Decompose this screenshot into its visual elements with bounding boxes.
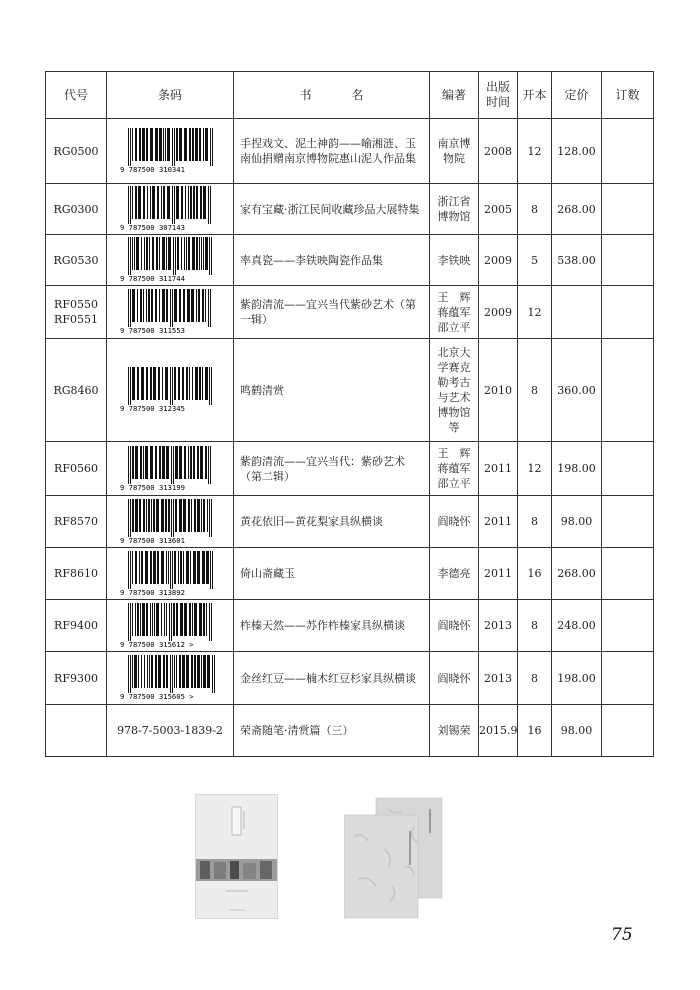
cell-pubdate: 2008 (479, 119, 518, 184)
table-row (46, 442, 654, 496)
barcode-digits: 9 787500 307143 (120, 223, 185, 232)
cell-barcode (107, 184, 234, 235)
table-row (46, 119, 654, 184)
cell-price: 198.00 (552, 652, 602, 705)
author-line: 李铁映 (437, 253, 471, 267)
barcode-graphic (118, 237, 222, 283)
cell-code (46, 119, 107, 184)
table-row (46, 600, 654, 652)
cell-barcode (107, 119, 234, 184)
product-code: RF9300 (54, 671, 98, 685)
table-row (46, 184, 654, 235)
cell-author (430, 652, 479, 705)
book-cover-rongzhai-art (196, 795, 277, 918)
author-line: 阎晓怀 (437, 619, 471, 632)
author-line: 蒋蕴军 (437, 462, 471, 475)
cell-author (430, 600, 479, 652)
barcode-graphic (118, 551, 222, 597)
product-code: RF0560 (54, 462, 98, 475)
cell-author (430, 442, 479, 496)
header-price: 定价 (552, 72, 602, 119)
cell-price: 268.00 (552, 548, 602, 600)
author-line: 阎晓怀 (437, 515, 471, 528)
table-row (46, 496, 654, 548)
author-line: 北京大 (437, 346, 471, 359)
cell-format: 16 (518, 705, 552, 757)
cell-pubdate: 2009 (479, 235, 518, 286)
author-line: 李德亮 (437, 567, 471, 580)
cell-title: 黄花依旧—黄花梨家具纵横谈 (234, 496, 430, 548)
cell-code (46, 496, 107, 548)
cell-pubdate: 2013 (479, 652, 518, 705)
cell-title: 鸣鹤清赏 (234, 339, 430, 442)
barcode-graphic (118, 289, 222, 335)
cell-price: 268.00 (552, 184, 602, 235)
barcode-graphic (118, 367, 222, 413)
cell-barcode (107, 496, 234, 548)
author-line: 浙江省 (437, 195, 471, 208)
cell-format: 8 (518, 600, 552, 652)
cell-barcode (107, 339, 234, 442)
cell-pubdate: 2009 (479, 286, 518, 339)
cell-pubdate: 2011 (479, 442, 518, 496)
table-row (46, 235, 654, 286)
cell-price: 248.00 (552, 600, 602, 652)
header-author: 编著 (430, 72, 479, 119)
barcode-graphic (118, 186, 222, 232)
barcode-digits: 9 787500 312345 (120, 404, 185, 413)
cell-barcode (107, 600, 234, 652)
cell-pubdate: 2011 (479, 548, 518, 600)
cell-price: 128.00 (552, 119, 602, 184)
cell-title: 倚山斋藏玉 (234, 548, 430, 600)
cell-barcode (107, 286, 234, 339)
cell-order-quantity[interactable] (602, 496, 654, 548)
header-pubdate-line1: 出版 (485, 80, 510, 94)
cell-code (46, 235, 107, 286)
cell-order-quantity[interactable] (602, 339, 654, 442)
barcode-graphic (118, 603, 222, 649)
author-line: 阎晓怀 (437, 671, 471, 685)
author-line: 与艺术 (437, 391, 471, 404)
cell-code (46, 339, 107, 442)
cell-pubdate: 2005 (479, 184, 518, 235)
cell-title: 手捏戏文、泥土神韵——喻湘涟、玉南仙捐赠南京博物院惠山泥人作品集 (234, 119, 430, 184)
author-line: 博物馆 (437, 210, 471, 223)
cell-author (430, 705, 479, 757)
cell-code (46, 184, 107, 235)
header-barcode: 条码 (107, 72, 234, 119)
author-line: 王 辉 (437, 290, 471, 304)
table-row (46, 548, 654, 600)
cell-author (430, 184, 479, 235)
product-code: RF8570 (54, 515, 98, 528)
barcode-digits: 9 787500 311744 (120, 274, 185, 283)
product-code: RG0300 (53, 202, 99, 216)
cell-author (430, 235, 479, 286)
barcode-digits: 9 787500 311553 (120, 326, 185, 335)
author-line: 勒考古 (437, 376, 471, 389)
book-cover-rongzhai (195, 794, 278, 919)
cell-price: 538.00 (552, 235, 602, 286)
cell-code (46, 442, 107, 496)
header-title: 书名 (234, 72, 430, 119)
cell-order-quantity[interactable] (602, 119, 654, 184)
table-row (46, 652, 654, 705)
product-code: RG0530 (53, 253, 99, 267)
cell-format: 5 (518, 235, 552, 286)
author-line: 等 (448, 421, 460, 434)
cell-format: 8 (518, 339, 552, 442)
cell-barcode (107, 652, 234, 705)
cell-format: 8 (518, 652, 552, 705)
barcode-graphic (118, 446, 222, 492)
header-pubdate (479, 72, 518, 119)
author-line: 学赛克 (437, 361, 471, 374)
cell-author (430, 548, 479, 600)
cell-order-quantity[interactable] (602, 442, 654, 496)
cell-code (46, 652, 107, 705)
cell-order-quantity[interactable] (602, 235, 654, 286)
cell-order-quantity[interactable] (602, 548, 654, 600)
product-code: RF8610 (54, 567, 98, 580)
barcode-digits: 9 787500 313601 (120, 535, 185, 545)
cell-pubdate: 2010 (479, 339, 518, 442)
cell-barcode (107, 548, 234, 600)
catalog-table (45, 71, 654, 757)
header-format: 开本 (518, 72, 552, 119)
book-cover-calligraphy-art (344, 797, 444, 919)
cell-price: 198.00 (552, 442, 602, 496)
author-line: 邵立平 (437, 320, 471, 334)
cell-code (46, 548, 107, 600)
table-body (46, 119, 654, 757)
header-pubdate-line2: 时间 (485, 95, 510, 109)
cell-code (46, 286, 107, 339)
barcode-digits: 9 787500 313199 (120, 482, 185, 492)
cell-pubdate: 2013 (479, 600, 518, 652)
cell-title: 紫韵清流——宜兴当代：紫砂艺术（第二辑） (234, 442, 430, 496)
author-line: 南京博 (437, 137, 471, 150)
cell-pubdate: 2015.9 (479, 705, 518, 757)
cell-format: 16 (518, 548, 552, 600)
cell-order-quantity[interactable] (602, 652, 654, 705)
cell-barcode (107, 442, 234, 496)
header-row (46, 72, 654, 119)
cell-price: 98.00 (552, 496, 602, 548)
cell-isbn: 978-7-5003-1839-2 (107, 705, 234, 757)
page-number: 75 (611, 925, 633, 945)
cell-order-quantity[interactable] (602, 705, 654, 757)
header-order: 订数 (602, 72, 654, 119)
cell-order-quantity[interactable] (602, 184, 654, 235)
table-row (46, 705, 654, 757)
barcode-digits: 9 787500 310341 (120, 165, 185, 174)
product-code: RF0551 (54, 313, 98, 326)
product-code: RG0500 (53, 144, 99, 158)
author-line: 蒋蕴军 (437, 305, 471, 319)
cell-title: 紫韵清流——宜兴当代紫砂艺术（第一辑） (234, 286, 430, 339)
cell-title: 金丝红豆——楠木红豆杉家具纵横谈 (234, 652, 430, 705)
barcode-digits: 9 787500 313892 (120, 587, 185, 597)
cell-price: 98.00 (552, 705, 602, 757)
cell-order-quantity[interactable] (602, 286, 654, 339)
barcode-graphic (118, 655, 222, 701)
cell-price (552, 286, 602, 339)
barcode-digits: 9 787500 315605 > (120, 692, 194, 701)
header-code: 代号 (46, 72, 107, 119)
cell-title: 柞榛天然——苏作柞榛家具纵横谈 (234, 600, 430, 652)
cell-format: 8 (518, 184, 552, 235)
cell-barcode (107, 235, 234, 286)
author-line: 刘锡荣 (437, 724, 471, 737)
cell-code (46, 705, 107, 757)
author-line: 邵立平 (437, 477, 471, 490)
cell-price: 360.00 (552, 339, 602, 442)
cell-author (430, 119, 479, 184)
table-row (46, 286, 654, 339)
product-code: RF0550 (54, 298, 98, 311)
cell-author (430, 286, 479, 339)
cell-title: 荣斋随笔·清赏篇（三） (234, 705, 430, 757)
author-line: 物院 (443, 152, 465, 165)
author-line: 王 辉 (437, 447, 471, 460)
cell-format: 12 (518, 442, 552, 496)
barcode-graphic (118, 128, 222, 174)
cell-author (430, 496, 479, 548)
product-code: RF9400 (54, 619, 98, 632)
cell-title: 家有宝藏·浙江民间收藏珍品大展特集 (234, 184, 430, 235)
cell-author (430, 339, 479, 442)
author-line: 博物馆 (437, 406, 471, 419)
cell-pubdate: 2011 (479, 496, 518, 548)
cell-format: 12 (518, 286, 552, 339)
cell-order-quantity[interactable] (602, 600, 654, 652)
barcode-graphic (118, 499, 222, 545)
book-cover-calligraphy (344, 797, 444, 919)
product-code: RG8460 (53, 383, 99, 397)
cell-code (46, 600, 107, 652)
table-row (46, 339, 654, 442)
barcode-digits: 9 787500 315612 > (120, 639, 194, 649)
cell-format: 8 (518, 496, 552, 548)
cell-format: 12 (518, 119, 552, 184)
cell-title: 率真瓷——李铁映陶瓷作品集 (234, 235, 430, 286)
